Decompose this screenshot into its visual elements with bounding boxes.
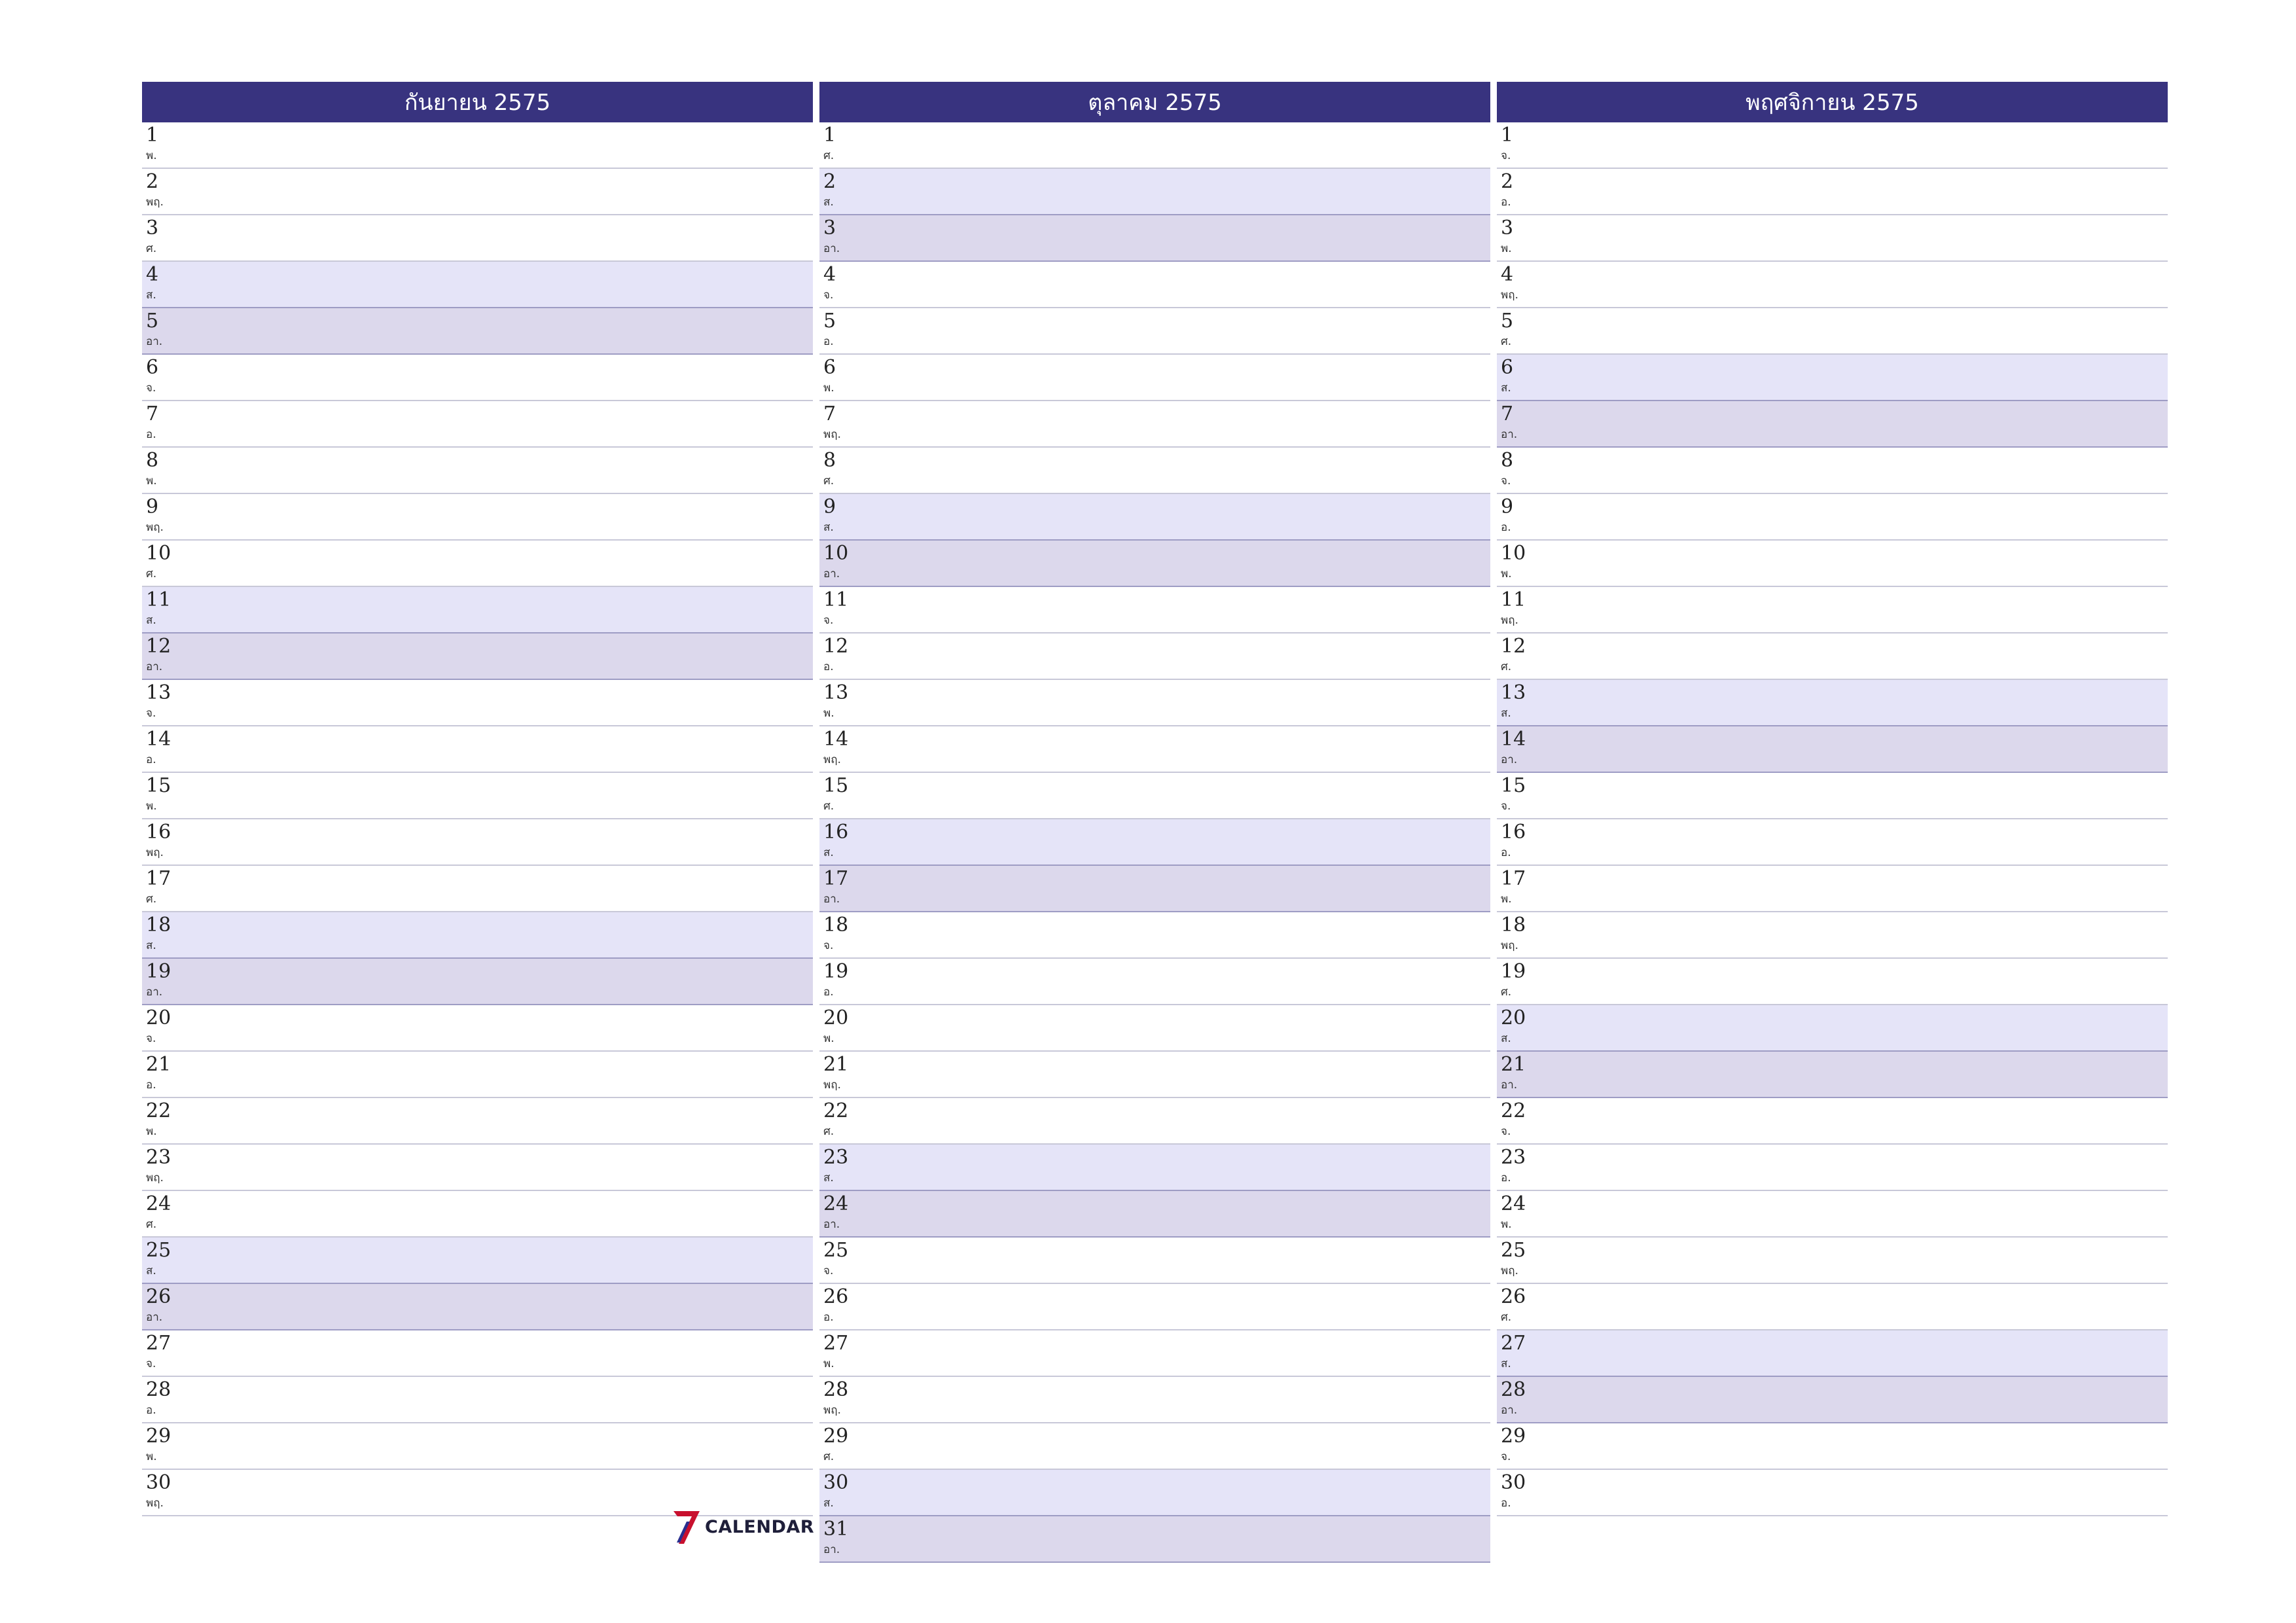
weekday-label: ส. xyxy=(823,846,834,859)
weekday-label: พฤ. xyxy=(823,428,841,441)
day-number: 4 xyxy=(823,263,836,286)
weekday-label: อา. xyxy=(1501,1079,1518,1092)
day-row xyxy=(142,819,813,866)
day-row xyxy=(142,680,813,726)
day-row xyxy=(819,1098,1490,1145)
day-row xyxy=(819,773,1490,819)
weekday-label: จ. xyxy=(146,382,156,395)
weekday-label: พ. xyxy=(823,1032,834,1045)
weekday-label: พ. xyxy=(146,149,157,162)
day-number: 27 xyxy=(146,1332,171,1355)
day-number: 3 xyxy=(146,217,159,240)
weekday-label: ส. xyxy=(1501,382,1511,395)
day-row xyxy=(819,1377,1490,1423)
weekday-label: อ. xyxy=(823,986,834,999)
weekday-label: พฤ. xyxy=(823,1404,841,1417)
day-number: 12 xyxy=(1501,635,1526,658)
day-number: 2 xyxy=(1501,170,1514,193)
day-row xyxy=(142,959,813,1005)
day-row xyxy=(819,262,1490,308)
weekday-label: พ. xyxy=(823,382,834,395)
day-row xyxy=(819,1005,1490,1052)
weekday-label: ส. xyxy=(1501,1357,1511,1370)
day-row xyxy=(819,633,1490,680)
day-row xyxy=(819,215,1490,262)
weekday-label: พ. xyxy=(146,1450,157,1463)
weekday-label: พ. xyxy=(146,474,157,488)
weekday-label: อ. xyxy=(1501,1497,1511,1510)
day-row xyxy=(1497,959,2168,1005)
day-row xyxy=(819,1423,1490,1470)
day-row xyxy=(819,1284,1490,1330)
day-list xyxy=(819,122,1490,1563)
weekday-label: จ. xyxy=(823,289,834,302)
weekday-label: ศ. xyxy=(823,1125,834,1138)
day-row xyxy=(1497,494,2168,541)
weekday-label: จ. xyxy=(146,1032,156,1045)
day-number: 25 xyxy=(146,1239,171,1262)
day-row xyxy=(1497,1005,2168,1052)
day-number: 12 xyxy=(146,635,171,658)
day-row xyxy=(1497,819,2168,866)
weekday-label: ศ. xyxy=(146,1218,157,1231)
day-number: 20 xyxy=(146,1007,171,1029)
day-number: 11 xyxy=(1501,588,1526,611)
weekday-label: อ. xyxy=(823,335,834,348)
day-row xyxy=(142,448,813,494)
weekday-label: พฤ. xyxy=(146,1171,164,1185)
weekday-label: จ. xyxy=(1501,800,1511,813)
day-row xyxy=(1497,1377,2168,1423)
weekday-label: อา. xyxy=(146,660,163,673)
day-number: 23 xyxy=(146,1146,171,1169)
day-number: 29 xyxy=(823,1425,849,1448)
weekday-label: พฤ. xyxy=(1501,614,1518,627)
weekday-label: พ. xyxy=(1501,242,1512,255)
day-row xyxy=(819,726,1490,773)
brand-logo xyxy=(672,1508,814,1545)
day-number: 23 xyxy=(1501,1146,1526,1169)
weekday-label: อ. xyxy=(823,1311,834,1324)
weekday-label: ส. xyxy=(823,1497,834,1510)
weekday-label: อ. xyxy=(146,428,156,441)
day-number: 27 xyxy=(823,1332,849,1355)
day-row xyxy=(142,912,813,959)
weekday-label: อ. xyxy=(823,660,834,673)
weekday-label: ส. xyxy=(146,614,156,627)
day-number: 18 xyxy=(146,914,171,936)
day-row xyxy=(142,1052,813,1098)
day-number: 15 xyxy=(146,774,171,797)
day-number: 14 xyxy=(1501,728,1526,751)
day-number: 24 xyxy=(146,1192,171,1215)
day-number: 13 xyxy=(1501,681,1526,704)
day-number: 17 xyxy=(146,867,171,890)
day-row xyxy=(1497,215,2168,262)
weekday-label: พฤ. xyxy=(146,846,164,859)
weekday-label: อ. xyxy=(146,1404,156,1417)
day-row xyxy=(1497,1145,2168,1191)
day-number: 26 xyxy=(1501,1285,1526,1308)
day-row xyxy=(1497,587,2168,633)
day-row xyxy=(142,355,813,401)
day-row xyxy=(819,494,1490,541)
day-row xyxy=(142,866,813,912)
day-number: 6 xyxy=(823,356,836,379)
day-number: 7 xyxy=(1501,402,1514,425)
day-row xyxy=(819,448,1490,494)
day-row xyxy=(819,308,1490,355)
day-number: 9 xyxy=(146,495,159,518)
weekday-label: อ. xyxy=(1501,1171,1511,1185)
weekday-label: ศ. xyxy=(1501,986,1512,999)
day-number: 27 xyxy=(1501,1332,1526,1355)
weekday-label: พฤ. xyxy=(146,196,164,209)
weekday-label: ส. xyxy=(146,289,156,302)
day-row xyxy=(142,1098,813,1145)
day-row xyxy=(142,169,813,215)
weekday-label: ศ. xyxy=(1501,660,1512,673)
day-number: 24 xyxy=(823,1192,849,1215)
day-row xyxy=(819,1330,1490,1377)
weekday-label: อ. xyxy=(146,753,156,766)
day-number: 30 xyxy=(1501,1471,1526,1494)
day-row xyxy=(819,912,1490,959)
day-row xyxy=(1497,122,2168,169)
weekday-label: ส. xyxy=(823,196,834,209)
day-number: 18 xyxy=(823,914,849,936)
weekday-label: พฤ. xyxy=(1501,289,1518,302)
day-row xyxy=(1497,355,2168,401)
day-number: 6 xyxy=(1501,356,1514,379)
weekday-label: พฤ. xyxy=(823,753,841,766)
day-row xyxy=(142,1238,813,1284)
day-row xyxy=(1497,308,2168,355)
day-number: 5 xyxy=(146,310,159,332)
day-number: 25 xyxy=(823,1239,849,1262)
day-number: 8 xyxy=(823,449,836,472)
day-number: 22 xyxy=(146,1099,171,1122)
day-number: 28 xyxy=(1501,1378,1526,1401)
day-number: 1 xyxy=(1501,124,1514,147)
weekday-label: ศ. xyxy=(823,1450,834,1463)
day-number: 28 xyxy=(823,1378,849,1401)
day-number: 7 xyxy=(823,402,836,425)
month-september xyxy=(142,82,813,1516)
day-row xyxy=(142,1284,813,1330)
weekday-label: อา. xyxy=(146,335,163,348)
day-number: 29 xyxy=(1501,1425,1526,1448)
weekday-label: พ. xyxy=(146,1125,157,1138)
day-number: 2 xyxy=(146,170,159,193)
weekday-label: พ. xyxy=(1501,1218,1512,1231)
day-row xyxy=(819,587,1490,633)
day-number: 22 xyxy=(823,1099,849,1122)
day-number: 30 xyxy=(823,1471,849,1494)
day-number: 28 xyxy=(146,1378,171,1401)
day-number: 20 xyxy=(1501,1007,1526,1029)
day-number: 14 xyxy=(823,728,849,751)
weekday-label: อา. xyxy=(823,893,840,906)
day-row xyxy=(142,1377,813,1423)
day-number: 1 xyxy=(146,124,159,147)
day-row xyxy=(819,1238,1490,1284)
day-number: 23 xyxy=(823,1146,849,1169)
day-row xyxy=(142,215,813,262)
day-number: 3 xyxy=(823,217,836,240)
weekday-label: พฤ. xyxy=(146,1497,164,1510)
day-row xyxy=(142,1005,813,1052)
weekday-label: อา. xyxy=(823,242,840,255)
weekday-label: อ. xyxy=(1501,196,1511,209)
day-number: 14 xyxy=(146,728,171,751)
day-number: 20 xyxy=(823,1007,849,1029)
day-number: 16 xyxy=(146,821,171,844)
day-number: 19 xyxy=(823,960,849,983)
day-row xyxy=(1497,1098,2168,1145)
day-row xyxy=(142,1330,813,1377)
day-row xyxy=(142,122,813,169)
day-row xyxy=(819,401,1490,448)
day-number: 31 xyxy=(823,1518,849,1541)
day-row xyxy=(1497,1052,2168,1098)
weekday-label: ส. xyxy=(1501,1032,1511,1045)
weekday-label: จ. xyxy=(823,614,834,627)
weekday-label: ศ. xyxy=(823,474,834,488)
day-row xyxy=(819,541,1490,587)
day-row xyxy=(1497,1423,2168,1470)
day-number: 3 xyxy=(1501,217,1514,240)
day-row xyxy=(142,633,813,680)
weekday-label: จ. xyxy=(1501,1450,1511,1463)
day-number: 8 xyxy=(146,449,159,472)
weekday-label: อ. xyxy=(1501,846,1511,859)
month-header: กันยายน 2575 xyxy=(142,82,813,122)
day-number: 21 xyxy=(146,1053,171,1076)
day-number: 21 xyxy=(823,1053,849,1076)
day-number: 19 xyxy=(146,960,171,983)
weekday-label: ศ. xyxy=(146,893,157,906)
weekday-label: ศ. xyxy=(1501,335,1512,348)
weekday-label: อา. xyxy=(146,986,163,999)
month-november xyxy=(1497,82,2168,1516)
day-row xyxy=(1497,1330,2168,1377)
month-october xyxy=(819,82,1490,1563)
day-number: 10 xyxy=(1501,542,1526,565)
day-row xyxy=(142,494,813,541)
day-number: 16 xyxy=(1501,821,1526,844)
weekday-label: พ. xyxy=(823,1357,834,1370)
day-row xyxy=(819,866,1490,912)
day-row xyxy=(819,1470,1490,1516)
day-row xyxy=(1497,401,2168,448)
day-row xyxy=(1497,1470,2168,1516)
day-row xyxy=(142,1145,813,1191)
day-row xyxy=(1497,680,2168,726)
weekday-label: พฤ. xyxy=(146,521,164,534)
day-number: 17 xyxy=(1501,867,1526,890)
day-number: 2 xyxy=(823,170,836,193)
weekday-label: ศ. xyxy=(146,242,157,255)
day-number: 15 xyxy=(823,774,849,797)
weekday-label: ส. xyxy=(823,521,834,534)
weekday-label: ส. xyxy=(146,1264,156,1277)
day-row xyxy=(819,680,1490,726)
weekday-label: ส. xyxy=(823,1171,834,1185)
weekday-label: พฤ. xyxy=(1501,1264,1518,1277)
weekday-label: พฤ. xyxy=(823,1079,841,1092)
day-number: 7 xyxy=(146,402,159,425)
day-number: 1 xyxy=(823,124,836,147)
day-number: 4 xyxy=(146,263,159,286)
day-number: 17 xyxy=(823,867,849,890)
day-row xyxy=(819,1191,1490,1238)
day-row xyxy=(819,819,1490,866)
weekday-label: ศ. xyxy=(1501,1311,1512,1324)
weekday-label: อา. xyxy=(823,567,840,580)
day-number: 26 xyxy=(823,1285,849,1308)
day-row xyxy=(1497,866,2168,912)
day-row xyxy=(142,401,813,448)
day-row xyxy=(1497,1191,2168,1238)
day-row xyxy=(142,262,813,308)
weekday-label: ส. xyxy=(1501,707,1511,720)
logo-text: CALENDAR xyxy=(705,1516,815,1537)
day-number: 8 xyxy=(1501,449,1514,472)
day-number: 21 xyxy=(1501,1053,1526,1076)
day-number: 9 xyxy=(823,495,836,518)
weekday-label: จ. xyxy=(823,1264,834,1277)
weekday-label: พ. xyxy=(1501,893,1512,906)
day-row xyxy=(142,726,813,773)
day-row xyxy=(819,122,1490,169)
day-row xyxy=(1497,726,2168,773)
day-row xyxy=(1497,169,2168,215)
day-number: 10 xyxy=(823,542,849,565)
weekday-label: จ. xyxy=(1501,1125,1511,1138)
weekday-label: อา. xyxy=(823,1218,840,1231)
day-row xyxy=(819,1052,1490,1098)
day-row xyxy=(1497,541,2168,587)
day-number: 10 xyxy=(146,542,171,565)
day-row xyxy=(142,541,813,587)
weekday-label: ศ. xyxy=(146,567,157,580)
day-row xyxy=(1497,912,2168,959)
day-number: 24 xyxy=(1501,1192,1526,1215)
day-row xyxy=(142,1191,813,1238)
weekday-label: อา. xyxy=(1501,1404,1518,1417)
day-number: 22 xyxy=(1501,1099,1526,1122)
weekday-label: จ. xyxy=(823,939,834,952)
day-list xyxy=(1497,122,2168,1516)
weekday-label: พ. xyxy=(823,707,834,720)
day-number: 9 xyxy=(1501,495,1514,518)
day-number: 12 xyxy=(823,635,849,658)
day-row xyxy=(1497,633,2168,680)
month-header: พฤศจิกายน 2575 xyxy=(1497,82,2168,122)
day-list xyxy=(142,122,813,1516)
day-number: 18 xyxy=(1501,914,1526,936)
weekday-label: จ. xyxy=(1501,474,1511,488)
day-number: 6 xyxy=(146,356,159,379)
day-row xyxy=(819,1516,1490,1563)
day-row xyxy=(1497,773,2168,819)
weekday-label: จ. xyxy=(146,1357,156,1370)
day-row xyxy=(142,587,813,633)
day-number: 30 xyxy=(146,1471,171,1494)
weekday-label: อ. xyxy=(146,1079,156,1092)
day-number: 11 xyxy=(823,588,849,611)
day-row xyxy=(142,1423,813,1470)
day-row xyxy=(1497,1284,2168,1330)
day-number: 15 xyxy=(1501,774,1526,797)
day-number: 16 xyxy=(823,821,849,844)
day-row xyxy=(1497,262,2168,308)
weekday-label: อ. xyxy=(1501,521,1511,534)
month-header: ตุลาคม 2575 xyxy=(819,82,1490,122)
day-row xyxy=(819,959,1490,1005)
weekday-label: อา. xyxy=(1501,428,1518,441)
day-row xyxy=(1497,1238,2168,1284)
weekday-label: พฤ. xyxy=(1501,939,1518,952)
day-number: 29 xyxy=(146,1425,171,1448)
day-row xyxy=(819,169,1490,215)
weekday-label: พ. xyxy=(1501,567,1512,580)
day-number: 5 xyxy=(1501,310,1514,332)
day-number: 26 xyxy=(146,1285,171,1308)
weekday-label: พ. xyxy=(146,800,157,813)
weekday-label: อา. xyxy=(146,1311,163,1324)
weekday-label: อา. xyxy=(823,1543,840,1556)
weekday-label: ศ. xyxy=(823,149,834,162)
day-number: 19 xyxy=(1501,960,1526,983)
day-row xyxy=(1497,448,2168,494)
day-row xyxy=(819,355,1490,401)
day-number: 4 xyxy=(1501,263,1514,286)
day-number: 13 xyxy=(823,681,849,704)
seven-logo-icon xyxy=(672,1508,701,1545)
day-number: 11 xyxy=(146,588,171,611)
weekday-label: ส. xyxy=(146,939,156,952)
day-number: 25 xyxy=(1501,1239,1526,1262)
weekday-label: จ. xyxy=(1501,149,1511,162)
weekday-label: ศ. xyxy=(823,800,834,813)
day-row xyxy=(819,1145,1490,1191)
day-number: 13 xyxy=(146,681,171,704)
weekday-label: จ. xyxy=(146,707,156,720)
weekday-label: อา. xyxy=(1501,753,1518,766)
day-number: 5 xyxy=(823,310,836,332)
day-row xyxy=(142,773,813,819)
day-row xyxy=(142,308,813,355)
